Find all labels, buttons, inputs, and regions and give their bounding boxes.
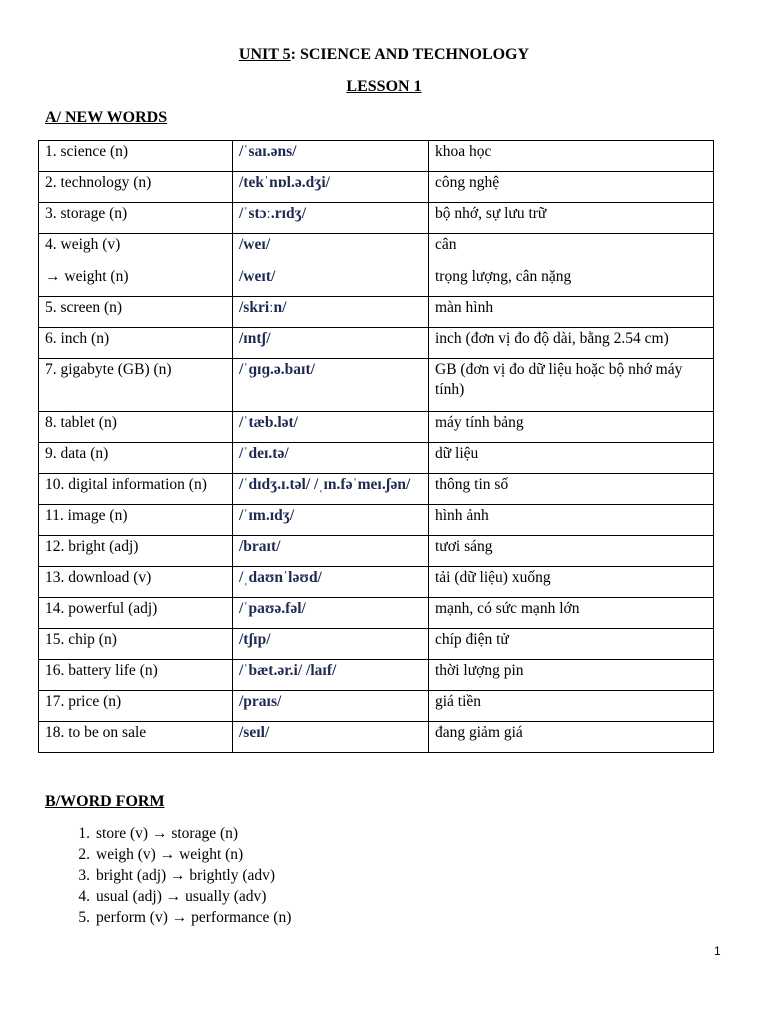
- table-row: [39, 567, 714, 598]
- meaning-cell-text: khoa học: [435, 143, 492, 160]
- meaning-cell-text: bộ nhớ, sự lưu trữ: [435, 205, 547, 222]
- list-text: bright (adj) → brightly (adv): [96, 867, 276, 884]
- list-number: 1.: [78, 825, 90, 842]
- new-words-heading: A/ NEW WORDS: [45, 109, 168, 126]
- ipa-cell: [233, 328, 429, 359]
- ipa-cell: [233, 172, 429, 203]
- meaning-cell: [429, 234, 714, 297]
- meaning-cell: [429, 691, 714, 722]
- word-cell-text: 7. gigabyte (GB) (n): [45, 361, 172, 378]
- meaning-cell: [429, 203, 714, 234]
- ipa-cell-text: /weɪ/: [239, 236, 271, 253]
- table-row: [39, 598, 714, 629]
- list-item: [50, 886, 291, 907]
- word-cell-text: 14. powerful (adj): [45, 600, 158, 617]
- list-number: 5.: [78, 909, 90, 926]
- word-cell-text: 10. digital information (n): [45, 476, 207, 493]
- table-row: [39, 328, 714, 359]
- meaning-cell: [429, 328, 714, 359]
- ipa-cell-text: /ˈɪm.ɪdʒ/: [239, 507, 295, 524]
- ipa-cell: [233, 598, 429, 629]
- word-cell: [39, 359, 233, 412]
- ipa-cell: [233, 505, 429, 536]
- word-cell-text: 13. download (v): [45, 569, 152, 586]
- ipa-cell: [233, 443, 429, 474]
- word-cell: [39, 722, 233, 753]
- ipa-cell: [233, 412, 429, 443]
- meaning-cell-text: tươi sáng: [435, 538, 493, 555]
- ipa-cell: [233, 567, 429, 598]
- word-cell: [39, 412, 233, 443]
- meaning-cell: [429, 172, 714, 203]
- list-text: weigh (v) → weight (n): [96, 846, 244, 863]
- word-cell: [39, 203, 233, 234]
- word-cell-text: 18. to be on sale: [45, 724, 147, 741]
- meaning-cell: [429, 297, 714, 328]
- meaning-cell: [429, 505, 714, 536]
- word-cell-text: 8. tablet (n): [45, 414, 117, 431]
- meaning-cell: [429, 722, 714, 753]
- word-cell: [39, 629, 233, 660]
- meaning-cell: [429, 536, 714, 567]
- table-row: [39, 297, 714, 328]
- ipa-cell-text: /ˈbæt.ər.i/ /laɪf/: [239, 662, 337, 679]
- table-row: [39, 691, 714, 722]
- ipa-cell-text: /tʃɪp/: [239, 631, 271, 648]
- word-cell-text: 5. screen (n): [45, 299, 123, 316]
- ipa-cell-text: /seɪl/: [239, 724, 270, 741]
- word-cell: [39, 474, 233, 505]
- meaning-cell: [429, 598, 714, 629]
- meaning-cell-text: chíp điện tử: [435, 631, 509, 648]
- list-number: 4.: [78, 888, 90, 905]
- lesson-title: LESSON 1: [346, 78, 422, 95]
- meaning-cell: [429, 359, 714, 412]
- word-cell: [39, 505, 233, 536]
- ipa-cell-text: /braɪt/: [239, 538, 281, 555]
- word-cell-text: 9. data (n): [45, 445, 109, 462]
- ipa-cell-text: /ˈtæb.lət/: [239, 414, 298, 431]
- word-cell: [39, 443, 233, 474]
- ipa-cell-text: /ˌdaʊnˈləʊd/: [239, 569, 322, 586]
- table-row: [39, 203, 714, 234]
- table-row: [39, 234, 714, 297]
- word-cell: [39, 141, 233, 172]
- ipa-cell: [233, 722, 429, 753]
- meaning-cell-derived-text: trọng lượng, cân nặng: [435, 268, 572, 285]
- word-cell: [39, 536, 233, 567]
- table-row: [39, 412, 714, 443]
- meaning-cell-text: giá tiền: [435, 693, 482, 710]
- meaning-cell-text: GB (đơn vị đo dữ liệu hoặc bộ nhớ máy tính): [435, 361, 683, 398]
- meaning-cell-text: mạnh, có sức mạnh lớn: [435, 600, 580, 617]
- word-cell: [39, 691, 233, 722]
- word-cell-text: 6. inch (n): [45, 330, 110, 347]
- word-form-heading: B/WORD FORM: [45, 793, 165, 810]
- word-cell-text: 15. chip (n): [45, 631, 117, 648]
- ipa-cell-text: /ˈdɪdʒ.ɪ.təl/ /ˌɪn.fəˈmeɪ.ʃən/: [239, 476, 411, 493]
- table-row: [39, 629, 714, 660]
- word-cell-text: 2. technology (n): [45, 174, 152, 191]
- ipa-cell: [233, 474, 429, 505]
- ipa-cell: [233, 536, 429, 567]
- meaning-cell: [429, 474, 714, 505]
- word-cell-text: 17. price (n): [45, 693, 122, 710]
- list-text: store (v) → storage (n): [96, 825, 239, 842]
- ipa-cell-text: /ˈstɔː.rɪdʒ/: [239, 205, 307, 222]
- meaning-cell: [429, 660, 714, 691]
- list-number: 3.: [78, 867, 90, 884]
- word-form-list: [50, 823, 291, 928]
- table-row: [39, 536, 714, 567]
- word-cell: [39, 328, 233, 359]
- list-item: [50, 844, 291, 865]
- list-number: 2.: [78, 846, 90, 863]
- word-cell-text: 3. storage (n): [45, 205, 128, 222]
- word-cell: [39, 234, 233, 297]
- meaning-cell: [429, 629, 714, 660]
- meaning-cell-text: cân: [435, 236, 457, 253]
- word-cell-text: 1. science (n): [45, 143, 129, 160]
- table-row: [39, 505, 714, 536]
- word-cell-text: 12. bright (adj): [45, 538, 139, 555]
- ipa-cell-text: /ˈɡɪɡ.ə.baɪt/: [239, 361, 315, 378]
- unit-subject: : SCIENCE AND TECHNOLOGY: [290, 46, 530, 63]
- table-row: [39, 172, 714, 203]
- meaning-cell-text: inch (đơn vị đo độ dài, bằng 2.54 cm): [435, 330, 669, 347]
- word-cell: [39, 297, 233, 328]
- ipa-cell-text: /ˈdeɪ.tə/: [239, 445, 289, 462]
- meaning-cell: [429, 412, 714, 443]
- meaning-cell-text: dữ liệu: [435, 445, 479, 462]
- vocabulary-table: [38, 140, 714, 753]
- list-item: [50, 865, 291, 886]
- ipa-cell: [233, 297, 429, 328]
- word-cell: [39, 172, 233, 203]
- list-text: perform (v) → performance (n): [96, 909, 292, 926]
- meaning-cell: [429, 141, 714, 172]
- word-cell: [39, 660, 233, 691]
- ipa-cell: [233, 629, 429, 660]
- word-cell: [39, 567, 233, 598]
- word-cell-text: 16. battery life (n): [45, 662, 158, 679]
- ipa-cell: [233, 660, 429, 691]
- meaning-cell-text: đang giảm giá: [435, 724, 523, 741]
- ipa-cell: [233, 141, 429, 172]
- table-row: [39, 722, 714, 753]
- ipa-cell-text: /praɪs/: [239, 693, 282, 710]
- meaning-cell-text: hình ảnh: [435, 507, 489, 524]
- meaning-cell-text: máy tính bảng: [435, 414, 524, 431]
- meaning-cell: [429, 567, 714, 598]
- page-number: 1: [714, 944, 721, 958]
- meaning-cell-text: thông tin số: [435, 476, 509, 493]
- ipa-cell: [233, 234, 429, 297]
- ipa-cell-text: /ˈpaʊə.fəl/: [239, 600, 306, 617]
- list-text: usual (adj) → usually (adv): [96, 888, 267, 905]
- unit-label: UNIT 5: [238, 46, 291, 63]
- ipa-cell: [233, 359, 429, 412]
- word-cell-text: 4. weigh (v): [45, 236, 121, 253]
- ipa-cell-text: /ˈsaɪ.əns/: [239, 143, 297, 160]
- word-cell-derived-text: → weight (n): [45, 268, 129, 285]
- ipa-cell: [233, 691, 429, 722]
- table-row: [39, 141, 714, 172]
- ipa-cell-text: /tekˈnɒl.ə.dʒi/: [239, 174, 330, 191]
- list-item: [50, 823, 291, 844]
- table-row: [39, 443, 714, 474]
- ipa-cell-text: /ɪntʃ/: [239, 330, 271, 347]
- meaning-cell: [429, 443, 714, 474]
- ipa-cell-text: /skriːn/: [239, 299, 287, 316]
- unit-title: [0, 46, 768, 64]
- meaning-cell-text: thời lượng pin: [435, 662, 524, 679]
- meaning-cell-text: tải (dữ liệu) xuống: [435, 569, 551, 586]
- meaning-cell-text: công nghệ: [435, 174, 500, 191]
- meaning-cell-text: màn hình: [435, 299, 494, 316]
- table-row: [39, 359, 714, 412]
- table-row: [39, 474, 714, 505]
- word-cell: [39, 598, 233, 629]
- word-cell-text: 11. image (n): [45, 507, 128, 524]
- ipa-cell: [233, 203, 429, 234]
- ipa-cell-derived-text: /weɪt/: [239, 268, 276, 285]
- table-row: [39, 660, 714, 691]
- list-item: [50, 907, 291, 928]
